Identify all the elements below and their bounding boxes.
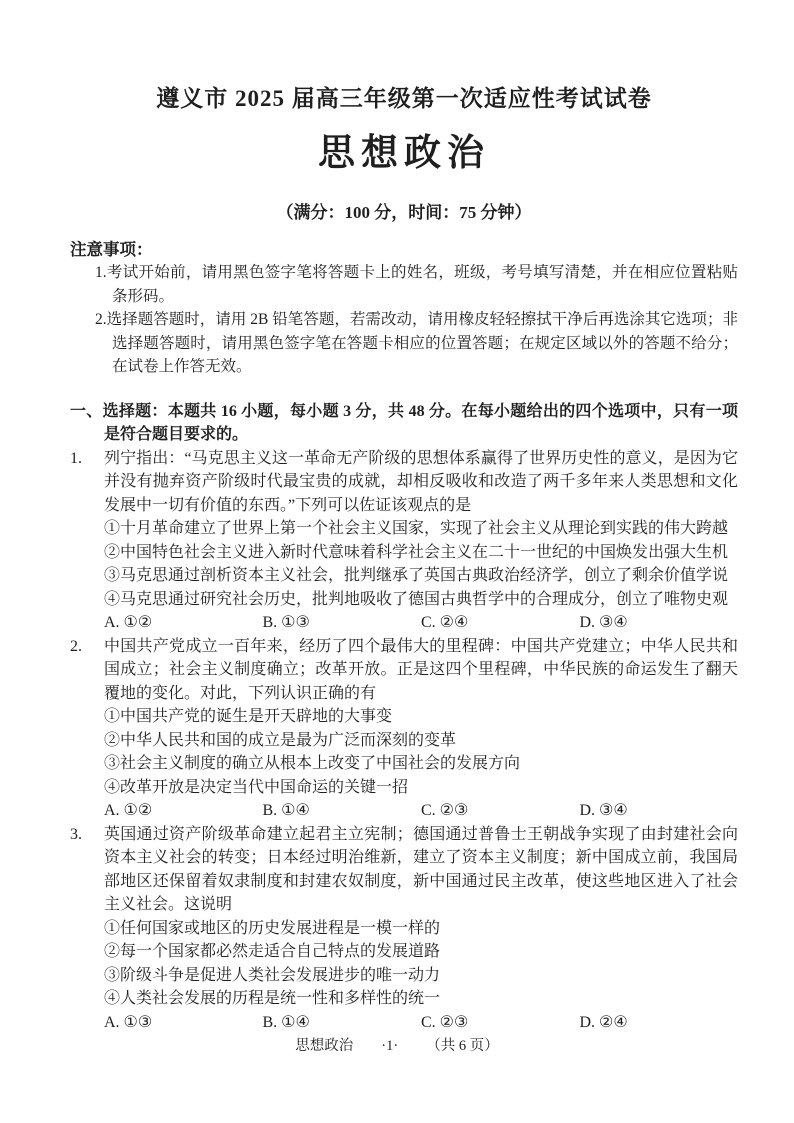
notice-heading: 注意事项： bbox=[70, 240, 153, 259]
question-3-option-1: ①任何国家或地区的历史发展进程是一模一样的 bbox=[104, 919, 441, 937]
notice-item-1: 1.考试开始前，请用黑色签字笔将答题卡上的姓名，班级，考号填写清楚，并在相应位置粘贴条形码。 bbox=[95, 264, 738, 305]
footer-subject: 思想政治 bbox=[295, 1038, 354, 1054]
question-3-choice-a: A. ①③ bbox=[104, 1013, 153, 1031]
question-2-option-4: ④改革开放是决定当代中国命运的关键一招 bbox=[104, 778, 409, 796]
question-1 bbox=[70, 447, 738, 635]
question-3 bbox=[70, 823, 738, 1035]
question-2-choice-d: D. ③④ bbox=[579, 802, 628, 819]
question-3-number: 3. bbox=[70, 825, 82, 843]
question-3-option-4: ④人类社会发展的历程是统一性和多样性的统一 bbox=[104, 990, 441, 1007]
question-1-choice-d: D. ③④ bbox=[579, 614, 628, 631]
question-2-choices bbox=[104, 799, 738, 823]
question-3-choice-b: B. ①④ bbox=[262, 1013, 310, 1031]
question-2 bbox=[70, 635, 738, 823]
question-1-option-1: ①十月革命建立了世界上第一个社会主义国家，实现了社会主义从理论到实践的伟大跨越 bbox=[104, 520, 729, 537]
question-3-option-3: ③阶级斗争是促进人类社会发展进步的唯一动力 bbox=[104, 966, 441, 984]
question-2-stem: 中国共产党成立一百年来，经历了四个最伟大的里程碑：中国共产党建立；中华人民共和国成立；社会主义制度确立；改革开放。正是这四个里程碑，中华民族的命运发生了翻天覆地的变化。对此，下列认识正确的有 bbox=[104, 637, 738, 702]
exam-subject: 思想政治 bbox=[318, 133, 490, 174]
question-1-body bbox=[104, 447, 738, 635]
section-heading-multiple-choice: 一、选择题：本题共 16 小题，每小题 3 分，共 48 分。在每小题给出的四个选项中，只有一项是符合题目要求的。 bbox=[70, 402, 738, 443]
question-3-stem: 英国通过资产阶级革命建立起君主立宪制；德国通过普鲁士王朝战争实现了由封建社会向资本主义社会的转变；日本经过明治维新，建立了资本主义制度；新中国成立前，我国局部地区还保留着奴隶制度和封建农奴制度，新中国通过民主改革，使这些地区进入了社会主义社会。这说明 bbox=[104, 825, 738, 913]
question-3-body bbox=[104, 823, 738, 1035]
question-1-choices bbox=[104, 611, 738, 635]
question-1-choice-c: C. ②④ bbox=[421, 614, 469, 631]
question-2-number: 2. bbox=[70, 637, 82, 655]
question-1-option-3: ③马克思通过剖析资本主义社会，批判继承了英国古典政治经济学，创立了剩余价值学说 bbox=[104, 567, 729, 584]
question-2-option-2: ②中华人民共和国的成立是最为广泛而深刻的变革 bbox=[104, 731, 457, 749]
question-2-choice-c: C. ②③ bbox=[421, 802, 469, 819]
question-3-choices bbox=[104, 1011, 738, 1035]
question-1-choice-b: B. ①③ bbox=[262, 614, 310, 631]
question-3-choice-c: C. ②③ bbox=[421, 1013, 469, 1031]
question-2-option-1: ①中国共产党的诞生是开天辟地的大事变 bbox=[104, 708, 393, 725]
question-3-choice-d: D. ②④ bbox=[579, 1013, 628, 1031]
question-1-choice-a: A. ①② bbox=[104, 614, 153, 631]
exam-title: 遵义市 2025 届高三年级第一次适应性考试试卷 bbox=[156, 86, 652, 111]
exam-meta: （满分：100 分，时间：75 分钟） bbox=[276, 203, 532, 222]
question-2-body bbox=[104, 635, 738, 823]
question-1-option-2: ②中国特色社会主义进入新时代意味着科学社会主义在二十一世纪的中国焕发出强大生机 bbox=[104, 543, 729, 561]
footer-total-pages: （共 6 页） bbox=[426, 1038, 499, 1054]
footer-page-number: ·1· bbox=[381, 1038, 399, 1054]
question-3-option-2: ②每一个国家都必然走适合自己特点的发展道路 bbox=[104, 943, 441, 960]
question-2-option-3: ③社会主义制度的确立从根本上改变了中国社会的发展方向 bbox=[104, 755, 521, 772]
question-1-number: 1. bbox=[70, 449, 82, 467]
page-footer bbox=[0, 1036, 794, 1056]
question-2-choice-b: B. ①④ bbox=[262, 802, 310, 819]
notice-item-2: 2.选择题答题时，请用 2B 铅笔答题，若需改动，请用橡皮轻轻擦拭干净后再选涂其它选项；非选择题答题时，请用黑色签字笔在答题卡相应的位置答题；在规定区域以外的答题不给分；在试卷上作答无效。 bbox=[95, 311, 738, 375]
question-1-stem: 列宁指出：“马克思主义这一革命无产阶级的思想体系赢得了世界历史性的意义，是因为它并没有抛弃资产阶级时代最宝贵的成就，却相反吸收和改造了两千多年来人类思想和文化发展中一切有价值的东西。”下列可以佐证该观点的是 bbox=[104, 449, 738, 514]
question-2-choice-a: A. ①② bbox=[104, 802, 153, 819]
question-1-option-4: ④马克思通过研究社会历史，批判地吸收了德国古典哲学中的合理成分，创立了唯物史观 bbox=[104, 590, 729, 608]
